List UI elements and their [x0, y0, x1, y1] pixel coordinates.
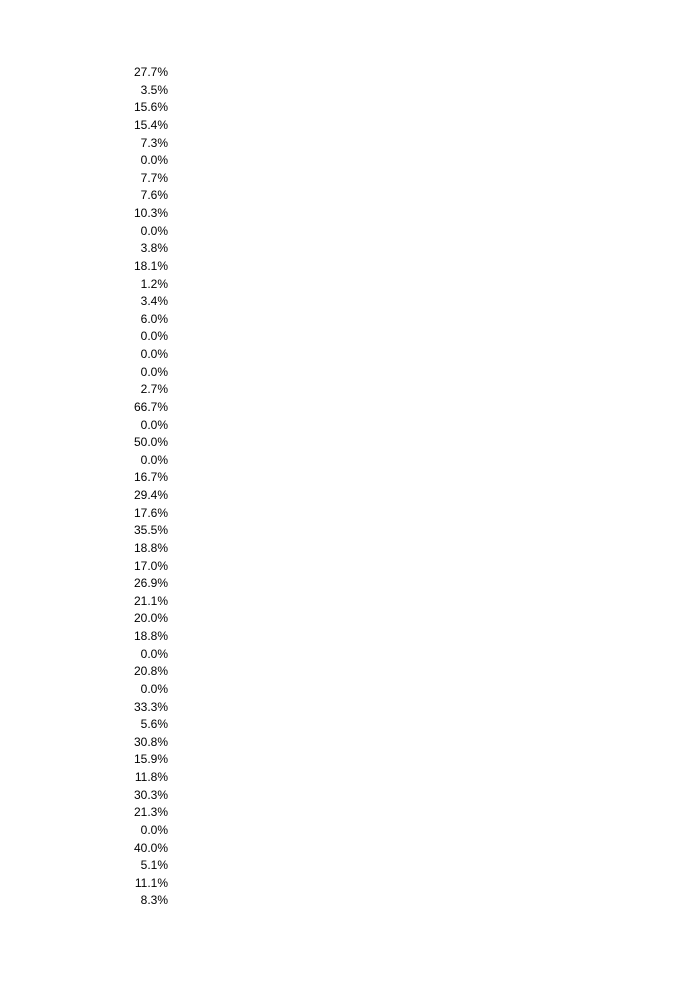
percentage-cell: 5.6% — [140, 717, 168, 732]
percentage-cell: 7.3% — [140, 135, 168, 150]
percentage-cell: 0.0% — [140, 364, 168, 379]
percentage-cell: 15.6% — [133, 100, 168, 115]
percentage-cell: 18.1% — [133, 258, 168, 273]
percentage-cell: 21.1% — [133, 593, 168, 608]
percentage-cell: 2.7% — [140, 382, 168, 397]
percentage-cell: 0.0% — [140, 681, 168, 696]
percentage-cell: 6.0% — [140, 311, 168, 326]
percentage-cell: 0.0% — [140, 417, 168, 432]
percentage-cell: 18.8% — [133, 540, 168, 555]
percentage-cell: 20.8% — [133, 664, 168, 679]
percentage-cell: 20.0% — [133, 611, 168, 626]
percentage-cell: 16.7% — [133, 470, 168, 485]
percentage-cell: 15.4% — [133, 117, 168, 132]
percentage-cell: 10.3% — [133, 206, 168, 220]
percentage-cell: 11.8% — [134, 770, 168, 784]
percentage-cell: 35.5% — [133, 523, 168, 538]
percentage-cell: 3.5% — [140, 82, 168, 97]
percentage-cell: 30.3% — [133, 787, 168, 802]
percentage-cell: 7.7% — [140, 170, 168, 185]
percentage-column — [100, 64, 168, 910]
percentage-cell: 50.0% — [133, 435, 168, 450]
percentage-cell: 66.7% — [133, 399, 168, 414]
percentage-cell: 8.3% — [140, 893, 168, 908]
percentage-cell: 33.3% — [133, 699, 168, 714]
percentage-cell: 0.0% — [140, 329, 168, 344]
percentage-cell: 26.9% — [133, 576, 168, 591]
percentage-cell: 0.0% — [140, 646, 168, 661]
percentage-cell: 40.0% — [133, 840, 168, 855]
percentage-cell: 3.8% — [140, 241, 168, 256]
percentage-cell: 1.2% — [140, 276, 168, 291]
percentage-cell: 11.1% — [134, 875, 168, 890]
percentage-cell: 27.7% — [133, 65, 168, 79]
percentage-cell: 0.0% — [140, 822, 168, 837]
percentage-cell: 7.6% — [140, 188, 168, 203]
percentage-cell: 0.0% — [140, 223, 168, 238]
percentage-cell: 0.0% — [140, 347, 168, 361]
percentage-cell: 5.1% — [140, 858, 168, 873]
percentage-cell: 15.9% — [133, 752, 168, 767]
percentage-cell: 0.0% — [140, 452, 168, 467]
percentage-cell: 29.4% — [133, 488, 168, 502]
percentage-cell: 0.0% — [140, 153, 168, 168]
percentage-cell: 30.8% — [133, 734, 168, 749]
percentage-cell: 17.6% — [133, 505, 168, 520]
percentage-cell: 17.0% — [133, 558, 168, 573]
percentage-cell: 3.4% — [140, 294, 168, 309]
percentage-cell: 21.3% — [133, 805, 168, 820]
percentage-cell: 18.8% — [133, 629, 168, 643]
